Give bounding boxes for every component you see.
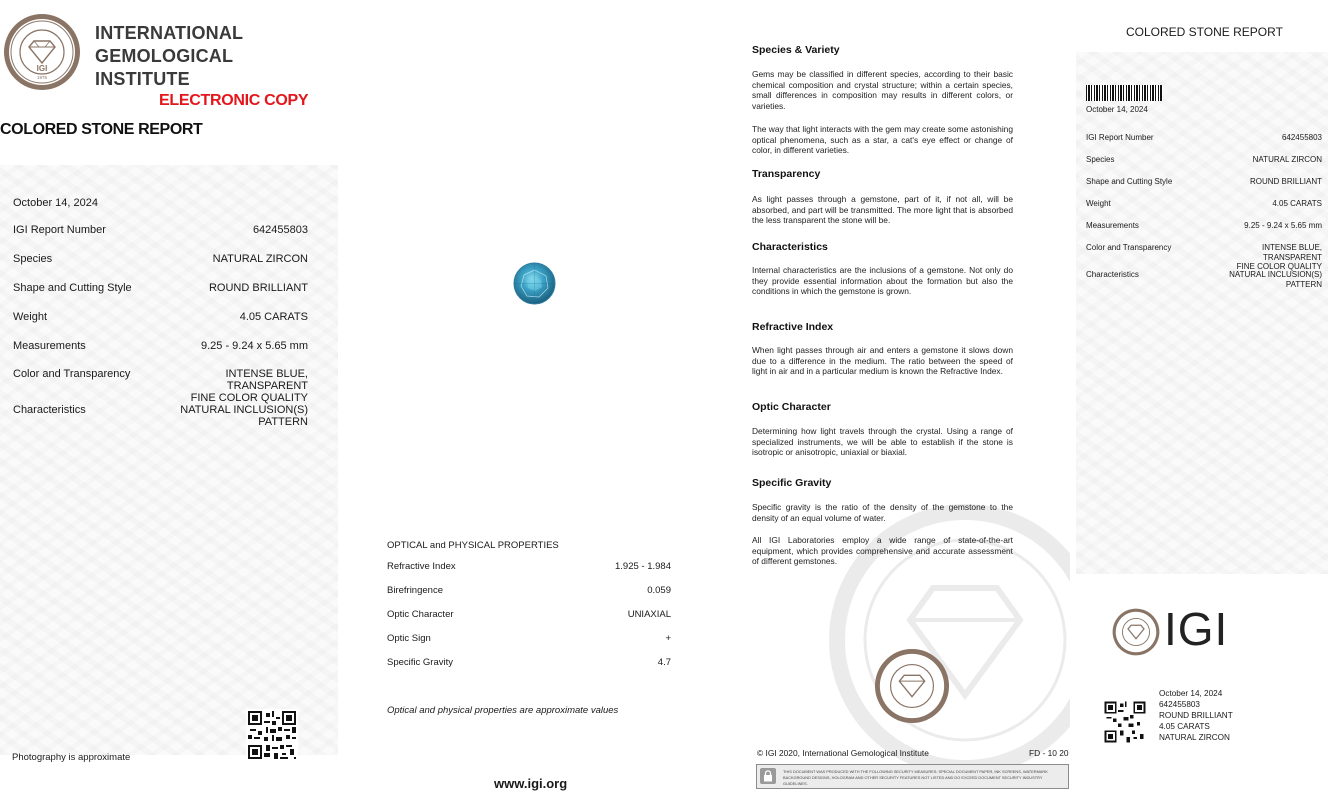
section-text: Determining how light travels through the crystal. Using a range of specialized instruments, we will be able to establish if the stone is isotropic or anisotropic, uniaxial or biaxial.	[752, 426, 1013, 458]
field-label: IGI Report Number	[13, 224, 106, 236]
field-value-line: NATURAL INCLUSION(S)	[180, 404, 308, 416]
field-characteristics	[13, 404, 308, 432]
optical-label: Optic Sign	[387, 633, 431, 644]
stub-field-value-line: TRANSPARENT	[1263, 252, 1322, 262]
field-value-line: FINE COLOR QUALITY	[190, 392, 308, 404]
org-name-line-2: GEMOLOGICAL	[95, 46, 234, 66]
section-text: When light passes through air and enters a gemstone it slows down due to a difference in the medium. The ratio between the speed of light in air and in a particular medium is known the Refractive Index.	[752, 345, 1013, 377]
section-text: Internal characteristics are the inclusions of a gemstone. Not only do they provide essential information about the formation but also the conditions in which the gemstone is grown.	[752, 265, 1013, 297]
stub-background	[1076, 52, 1328, 574]
stub-field-value: 4.05 CARATS	[1272, 199, 1322, 208]
section-text: The way that light interacts with the gem may create some astonishing optical phenomena, such as a star, a cat's eye effect or change of color, in different varieties.	[752, 124, 1013, 156]
gemstone-photo	[513, 262, 556, 305]
stub-field-label: Shape and Cutting Style	[1086, 177, 1173, 186]
section-text: Gems may be classified in different species, according to their basic chemical composition and crystal structure; within a certain species, small differences in composition may results in different colors, or varieties.	[752, 69, 1013, 111]
mini-line-species: NATURAL ZIRCON	[1159, 733, 1230, 742]
field-value: 4.05 CARATS	[239, 311, 308, 323]
stub-field-label: Measurements	[1086, 221, 1139, 230]
seal-logo-text: IGI	[36, 64, 48, 73]
optical-heading: OPTICAL and PHYSICAL PROPERTIES	[387, 540, 559, 551]
stub-qr-code-icon	[1103, 700, 1147, 744]
stub-field-value: NATURAL ZIRCON	[1252, 155, 1322, 164]
field-label: Color and Transparency	[13, 368, 131, 380]
field-value: 9.25 - 9.24 x 5.65 mm	[201, 340, 308, 352]
stub-field-label: Color and Transparency	[1086, 243, 1172, 252]
report-title: COLORED STONE REPORT	[0, 121, 203, 138]
optical-value: UNIAXIAL	[627, 609, 671, 620]
org-name-line-3: INSTITUTE	[95, 69, 190, 89]
copyright-text: © IGI 2020, International Gemological Institute	[757, 748, 929, 758]
stub-field-value-line: FINE COLOR QUALITY	[1236, 262, 1322, 271]
mini-line-weight: 4.05 CARATS	[1159, 722, 1210, 731]
field-value	[191, 368, 308, 404]
barcode-icon	[1086, 85, 1163, 101]
stub-field-label: Species	[1086, 155, 1115, 164]
form-code: FD - 10 20	[1029, 748, 1069, 758]
field-label: Shape and Cutting Style	[13, 282, 132, 294]
optical-label: Refractive Index	[387, 561, 456, 572]
section-text: Specific gravity is the ratio of the density of the gemstone to the density of an equal volume of water.	[752, 502, 1013, 523]
stub-field-value	[1237, 243, 1322, 272]
optical-label: Optic Character	[387, 609, 454, 620]
electronic-copy-label: ELECTRONIC COPY	[159, 92, 309, 109]
field-label: Characteristics	[13, 404, 86, 416]
section-heading-transparency: Transparency	[752, 168, 821, 180]
field-value-line: TRANSPARENT	[226, 380, 308, 392]
stub-field-value: 642455803	[1281, 133, 1322, 142]
stub-field-label: IGI Report Number	[1086, 133, 1154, 142]
qr-code-icon	[246, 709, 298, 761]
section-text: As light passes through a gemstone, part of it, if not all, will be absorbed, and part will be transmitted. The more light that is absorbed the less transparent the stone will be.	[752, 194, 1013, 226]
section-heading-refractive-index: Refractive Index	[752, 321, 834, 333]
igi-seal-logo-icon	[1112, 608, 1160, 656]
seal-year: 1975	[36, 75, 48, 80]
stub-field-color-transparency	[1086, 243, 1322, 271]
stub-title: COLORED STONE REPORT	[1126, 25, 1283, 39]
stub-field-value-line: INTENSE BLUE,	[1261, 243, 1322, 252]
optical-value: 4.7	[657, 657, 671, 668]
igi-logo-text: IGI	[1164, 603, 1229, 655]
section-text: All IGI Laboratories employ a wide range of state-of-the-art equipment, which provides comprehensive and accurate assessment of different gemstones.	[752, 535, 1013, 567]
section-heading-characteristics: Characteristics	[752, 241, 828, 253]
field-value	[180, 404, 308, 428]
mini-line-date: October 14, 2024	[1159, 689, 1223, 698]
optical-note: Optical and physical properties are approximate values	[387, 705, 619, 716]
website-link[interactable]: www.igi.org	[494, 776, 568, 791]
field-label: Measurements	[13, 340, 86, 352]
field-value: NATURAL ZIRCON	[212, 253, 308, 265]
stub-field-characteristics	[1086, 270, 1322, 290]
mini-line-shape: ROUND BRILLIANT	[1159, 711, 1233, 720]
igi-seal-small-icon	[874, 648, 950, 724]
section-heading-optic-character: Optic Character	[752, 401, 831, 413]
field-value-line: PATTERN	[258, 416, 308, 428]
stub-field-value	[1229, 270, 1322, 289]
field-value: ROUND BRILLIANT	[208, 282, 308, 294]
stub-field-value-line: PATTERN	[1285, 279, 1322, 289]
optical-label: Birefringence	[387, 585, 443, 596]
stub-field-value: ROUND BRILLIANT	[1249, 177, 1322, 186]
stub-field-value-line: NATURAL INCLUSION(S)	[1229, 270, 1322, 279]
security-text: THIS DOCUMENT WAS PRODUCED WITH THE FOLLOWING SECURITY MEASURES: SPECIAL DOCUMENT PAPER, INK SCREENS, WATERMARK BACKGROUND DESIGNS, HOLOGRAM AND OTHER SECURITY FEATURES NOT LISTED AND DO EXCEED DOCUMENT SECURITY INDUSTRY GUIDELINES.	[783, 769, 1048, 786]
report-date: October 14, 2024	[13, 197, 99, 209]
igi-seal-icon	[3, 13, 81, 91]
stub-field-label: Weight	[1086, 199, 1111, 208]
field-value-line: INTENSE BLUE,	[225, 368, 308, 380]
lock-icon	[760, 768, 776, 784]
mini-line-number: 642455803	[1159, 700, 1200, 709]
optical-value: 1.925 - 1.984	[615, 561, 671, 572]
field-value: 642455803	[252, 224, 308, 236]
photo-note: Photography is approximate	[12, 752, 131, 763]
section-heading-specific-gravity: Specific Gravity	[752, 477, 832, 489]
stub-field-label: Characteristics	[1086, 270, 1139, 279]
field-color-transparency	[13, 368, 308, 408]
field-label: Weight	[13, 311, 48, 323]
stub-field-value: 9.25 - 9.24 x 5.65 mm	[1244, 221, 1322, 230]
security-strip	[756, 764, 1069, 789]
optical-label: Specific Gravity	[387, 657, 453, 668]
section-heading-species: Species & Variety	[752, 44, 840, 56]
field-label: Species	[13, 253, 53, 265]
org-name-line-1: INTERNATIONAL	[95, 23, 244, 43]
optical-value: +	[665, 633, 671, 644]
optical-value: 0.059	[647, 585, 671, 596]
stub-date: October 14, 2024	[1086, 105, 1148, 114]
